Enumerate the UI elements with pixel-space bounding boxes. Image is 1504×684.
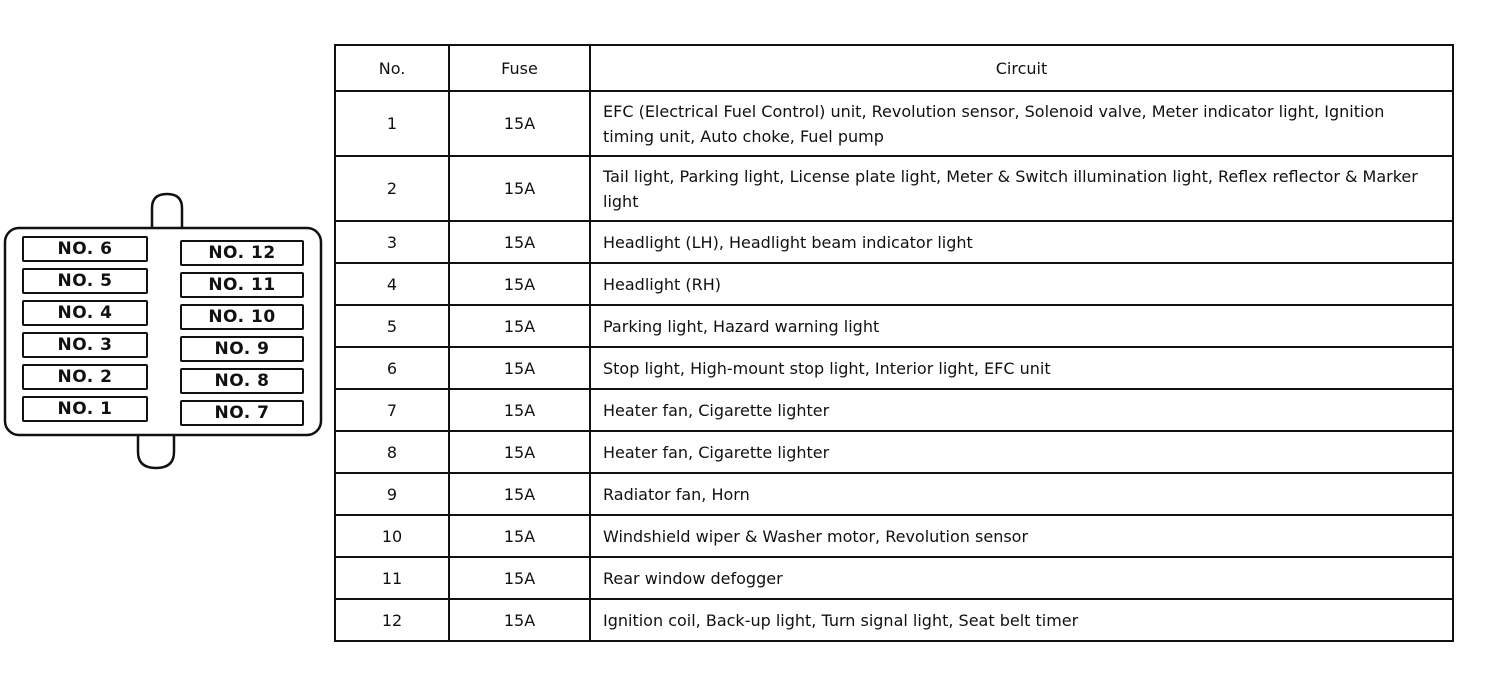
row-no: 12 <box>335 599 449 641</box>
fuse-slot-11: NO. 11 <box>180 272 304 298</box>
row-no: 6 <box>335 347 449 389</box>
row-fuse: 15A <box>449 91 590 156</box>
fuse-slot-6: NO. 6 <box>22 236 148 262</box>
row-no: 2 <box>335 156 449 221</box>
row-circuit: Heater fan, Cigarette lighter <box>590 389 1453 431</box>
fuse-slot-3: NO. 3 <box>22 332 148 358</box>
row-fuse: 15A <box>449 557 590 599</box>
table-row <box>335 431 1453 473</box>
fuse-slot-10: NO. 10 <box>180 304 304 330</box>
row-circuit: Ignition coil, Back-up light, Turn signal light, Seat belt timer <box>590 599 1453 641</box>
fuse-slot-12: NO. 12 <box>180 240 304 266</box>
fuse-slot-1: NO. 1 <box>22 396 148 422</box>
table-row <box>335 515 1453 557</box>
table-row <box>335 347 1453 389</box>
fuse-slot-2: NO. 2 <box>22 364 148 390</box>
row-fuse: 15A <box>449 599 590 641</box>
row-fuse: 15A <box>449 431 590 473</box>
row-fuse: 15A <box>449 389 590 431</box>
row-circuit: Windshield wiper & Washer motor, Revolution sensor <box>590 515 1453 557</box>
table-row <box>335 305 1453 347</box>
table-row <box>335 263 1453 305</box>
row-no: 9 <box>335 473 449 515</box>
table-row <box>335 473 1453 515</box>
row-fuse: 15A <box>449 347 590 389</box>
row-no: 11 <box>335 557 449 599</box>
row-no: 7 <box>335 389 449 431</box>
fuse-slot-5: NO. 5 <box>22 268 148 294</box>
row-no: 8 <box>335 431 449 473</box>
row-circuit: Radiator fan, Horn <box>590 473 1453 515</box>
table-row <box>335 557 1453 599</box>
row-circuit: Rear window defogger <box>590 557 1453 599</box>
fuse-slot-8: NO. 8 <box>180 368 304 394</box>
row-no: 4 <box>335 263 449 305</box>
header-no: No. <box>335 45 449 91</box>
row-no: 3 <box>335 221 449 263</box>
fuse-box-diagram <box>0 190 330 480</box>
row-fuse: 15A <box>449 305 590 347</box>
row-fuse: 15A <box>449 515 590 557</box>
row-circuit: Tail light, Parking light, License plate light, Meter & Switch illumination light, Reflex reflector & Marker light <box>590 156 1453 221</box>
row-fuse: 15A <box>449 156 590 221</box>
row-circuit: Parking light, Hazard warning light <box>590 305 1453 347</box>
row-circuit: Headlight (LH), Headlight beam indicator light <box>590 221 1453 263</box>
row-circuit: Heater fan, Cigarette lighter <box>590 431 1453 473</box>
table-row <box>335 156 1453 221</box>
fuse-slot-7: NO. 7 <box>180 400 304 426</box>
row-fuse: 15A <box>449 221 590 263</box>
header-circuit: Circuit <box>590 45 1453 91</box>
row-no: 10 <box>335 515 449 557</box>
fuse-slot-9: NO. 9 <box>180 336 304 362</box>
table-row <box>335 91 1453 156</box>
table-row <box>335 221 1453 263</box>
header-fuse: Fuse <box>449 45 590 91</box>
fuse-slot-4: NO. 4 <box>22 300 148 326</box>
table-row <box>335 389 1453 431</box>
row-no: 5 <box>335 305 449 347</box>
row-circuit: Stop light, High-mount stop light, Interior light, EFC unit <box>590 347 1453 389</box>
fuse-circuit-table <box>334 44 1454 642</box>
row-circuit: EFC (Electrical Fuel Control) unit, Revolution sensor, Solenoid valve, Meter indicator light, Ignition timing unit, Auto choke, Fuel pump <box>590 91 1453 156</box>
table-row <box>335 599 1453 641</box>
row-fuse: 15A <box>449 473 590 515</box>
row-fuse: 15A <box>449 263 590 305</box>
row-circuit: Headlight (RH) <box>590 263 1453 305</box>
row-no: 1 <box>335 91 449 156</box>
table-header-row <box>335 45 1453 91</box>
